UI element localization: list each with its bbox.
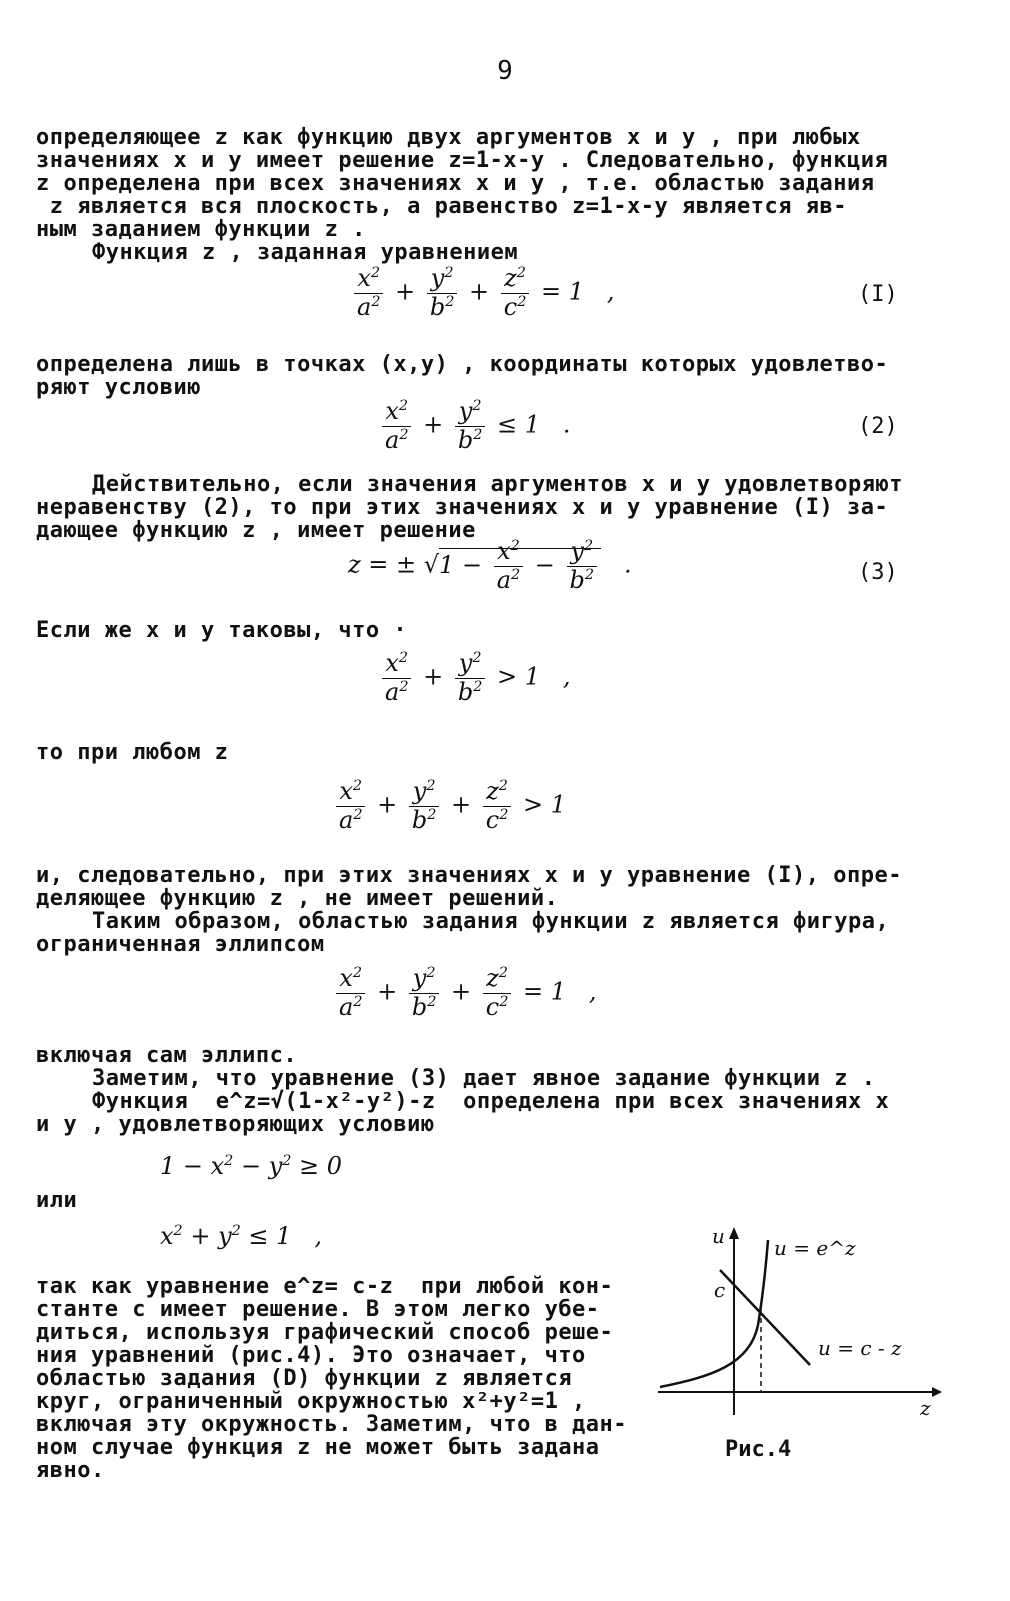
z-axis-label: z xyxy=(920,1396,931,1420)
text-line: ния уравнений (рис.4). Это означает, что xyxy=(36,1343,586,1368)
text-line: Заметим, что уравнение (3) дает явное задание функции z . xyxy=(92,1066,876,1091)
equation-3: z = ± √1 − $\frac{x^2}{a^2}$ − $\frac{y^2}{b^2}$ . xyxy=(348,537,632,594)
u-axis-arrow xyxy=(729,1227,739,1239)
text-line: явно. xyxy=(36,1458,105,1483)
text-line: областью задания (D) функции z является xyxy=(36,1366,573,1391)
text-line: станте c имеет решение. В этом легко убе- xyxy=(36,1297,600,1322)
condition-inequality: $1 - x^2 - y^2 \ge 0$ xyxy=(160,1152,343,1180)
curve1-label: u = e^z xyxy=(774,1236,856,1260)
text-line: ным заданием функции z . xyxy=(36,217,366,242)
text-line: диться, используя графический способ реше- xyxy=(36,1320,614,1345)
inequality-greater: $\frac{x^2}{a^2}$ + $\frac{y^2}{b^2}$ > 1 , xyxy=(378,650,571,706)
text-line: z является вся плоскость, а равенство z=1-x-y является яв- xyxy=(36,194,847,219)
text-line: и y , удовлетворяющих условию xyxy=(36,1112,435,1137)
text-line: Действительно, если значения аргументов x и y удовлетворяют xyxy=(92,472,903,497)
text-line: ряют условию xyxy=(36,375,201,400)
text-line: неравенству (2), то при этих значениях x и y уравнение (I) за- xyxy=(36,495,889,520)
figure-caption: Рис.4 xyxy=(725,1437,792,1462)
page-number: 9 xyxy=(497,56,513,86)
inequality-with-z: $\frac{x^2}{a^2}$ + $\frac{y^2}{b^2}$ + $\frac{z^2}{c^2}$ > 1 xyxy=(332,778,566,834)
text-line: значениях x и y имеет решение z=1-x-y . Следовательно, функция xyxy=(36,148,889,173)
point-c-label: c xyxy=(714,1278,726,1302)
text-line: ограниченная эллипсом xyxy=(36,932,325,957)
equation-number: (2) xyxy=(858,414,898,439)
circle-inequality: $x^2 + y^2 \le 1$ , xyxy=(160,1222,322,1250)
text-line: то при любом z xyxy=(36,740,229,765)
text-line: Функция e^z=√(1-x²-y²)-z определена при всех значениях x xyxy=(92,1089,890,1114)
equation-2: $\frac{x^2}{a^2}$ + $\frac{y^2}{b^2}$ ≤ 1 . xyxy=(378,398,571,454)
text-line: или xyxy=(36,1188,78,1213)
ellipse-equation: $\frac{x^2}{a^2}$ + $\frac{y^2}{b^2}$ + $\frac{z^2}{c^2}$ = 1 , xyxy=(332,965,597,1021)
curve2-label: u = c - z xyxy=(818,1336,902,1360)
text-line: ном случае функция z не может быть задана xyxy=(36,1435,600,1460)
text-line: z определена при всех значениях x и y , т.е. областью задания xyxy=(36,171,875,196)
exponential-curve xyxy=(660,1240,768,1387)
equation-number: (I) xyxy=(858,282,898,307)
figure-4 xyxy=(650,1225,950,1425)
text-line: Если же x и y таковы, что · xyxy=(36,618,408,643)
u-axis-label: u xyxy=(712,1225,725,1248)
text-line: круг, ограниченный окружностью x²+y²=1 , xyxy=(36,1389,586,1414)
equation-1: $\frac{x^2}{a^2}$ + $\frac{y^2}{b^2}$ + $\frac{z^2}{c^2}$ = 1 , xyxy=(350,265,615,321)
text-line: деляющее функцию z , не имеет решений. xyxy=(36,886,559,911)
text-line: определена лишь в точках (x,y) , координаты которых удовлетво- xyxy=(36,352,889,377)
text-line: и, следовательно, при этих значениях x и y уравнение (I), опре- xyxy=(36,863,902,888)
text-line: Таким образом, областью задания функции z является фигура, xyxy=(92,909,890,934)
text-line: дающее функцию z , имеет решение xyxy=(36,518,476,543)
text-line: определяющее z как функцию двух аргументов x и y , при любых xyxy=(36,125,861,150)
text-line: включая эту окружность. Заметим, что в дан- xyxy=(36,1412,628,1437)
text-line: так как уравнение e^z= c-z при любой кон- xyxy=(36,1274,614,1299)
equation-number: (3) xyxy=(858,560,898,585)
text-line: включая сам эллипс. xyxy=(36,1043,298,1068)
text-line: Функция z , заданная уравнением xyxy=(92,240,519,265)
z-axis-arrow xyxy=(932,1387,942,1397)
